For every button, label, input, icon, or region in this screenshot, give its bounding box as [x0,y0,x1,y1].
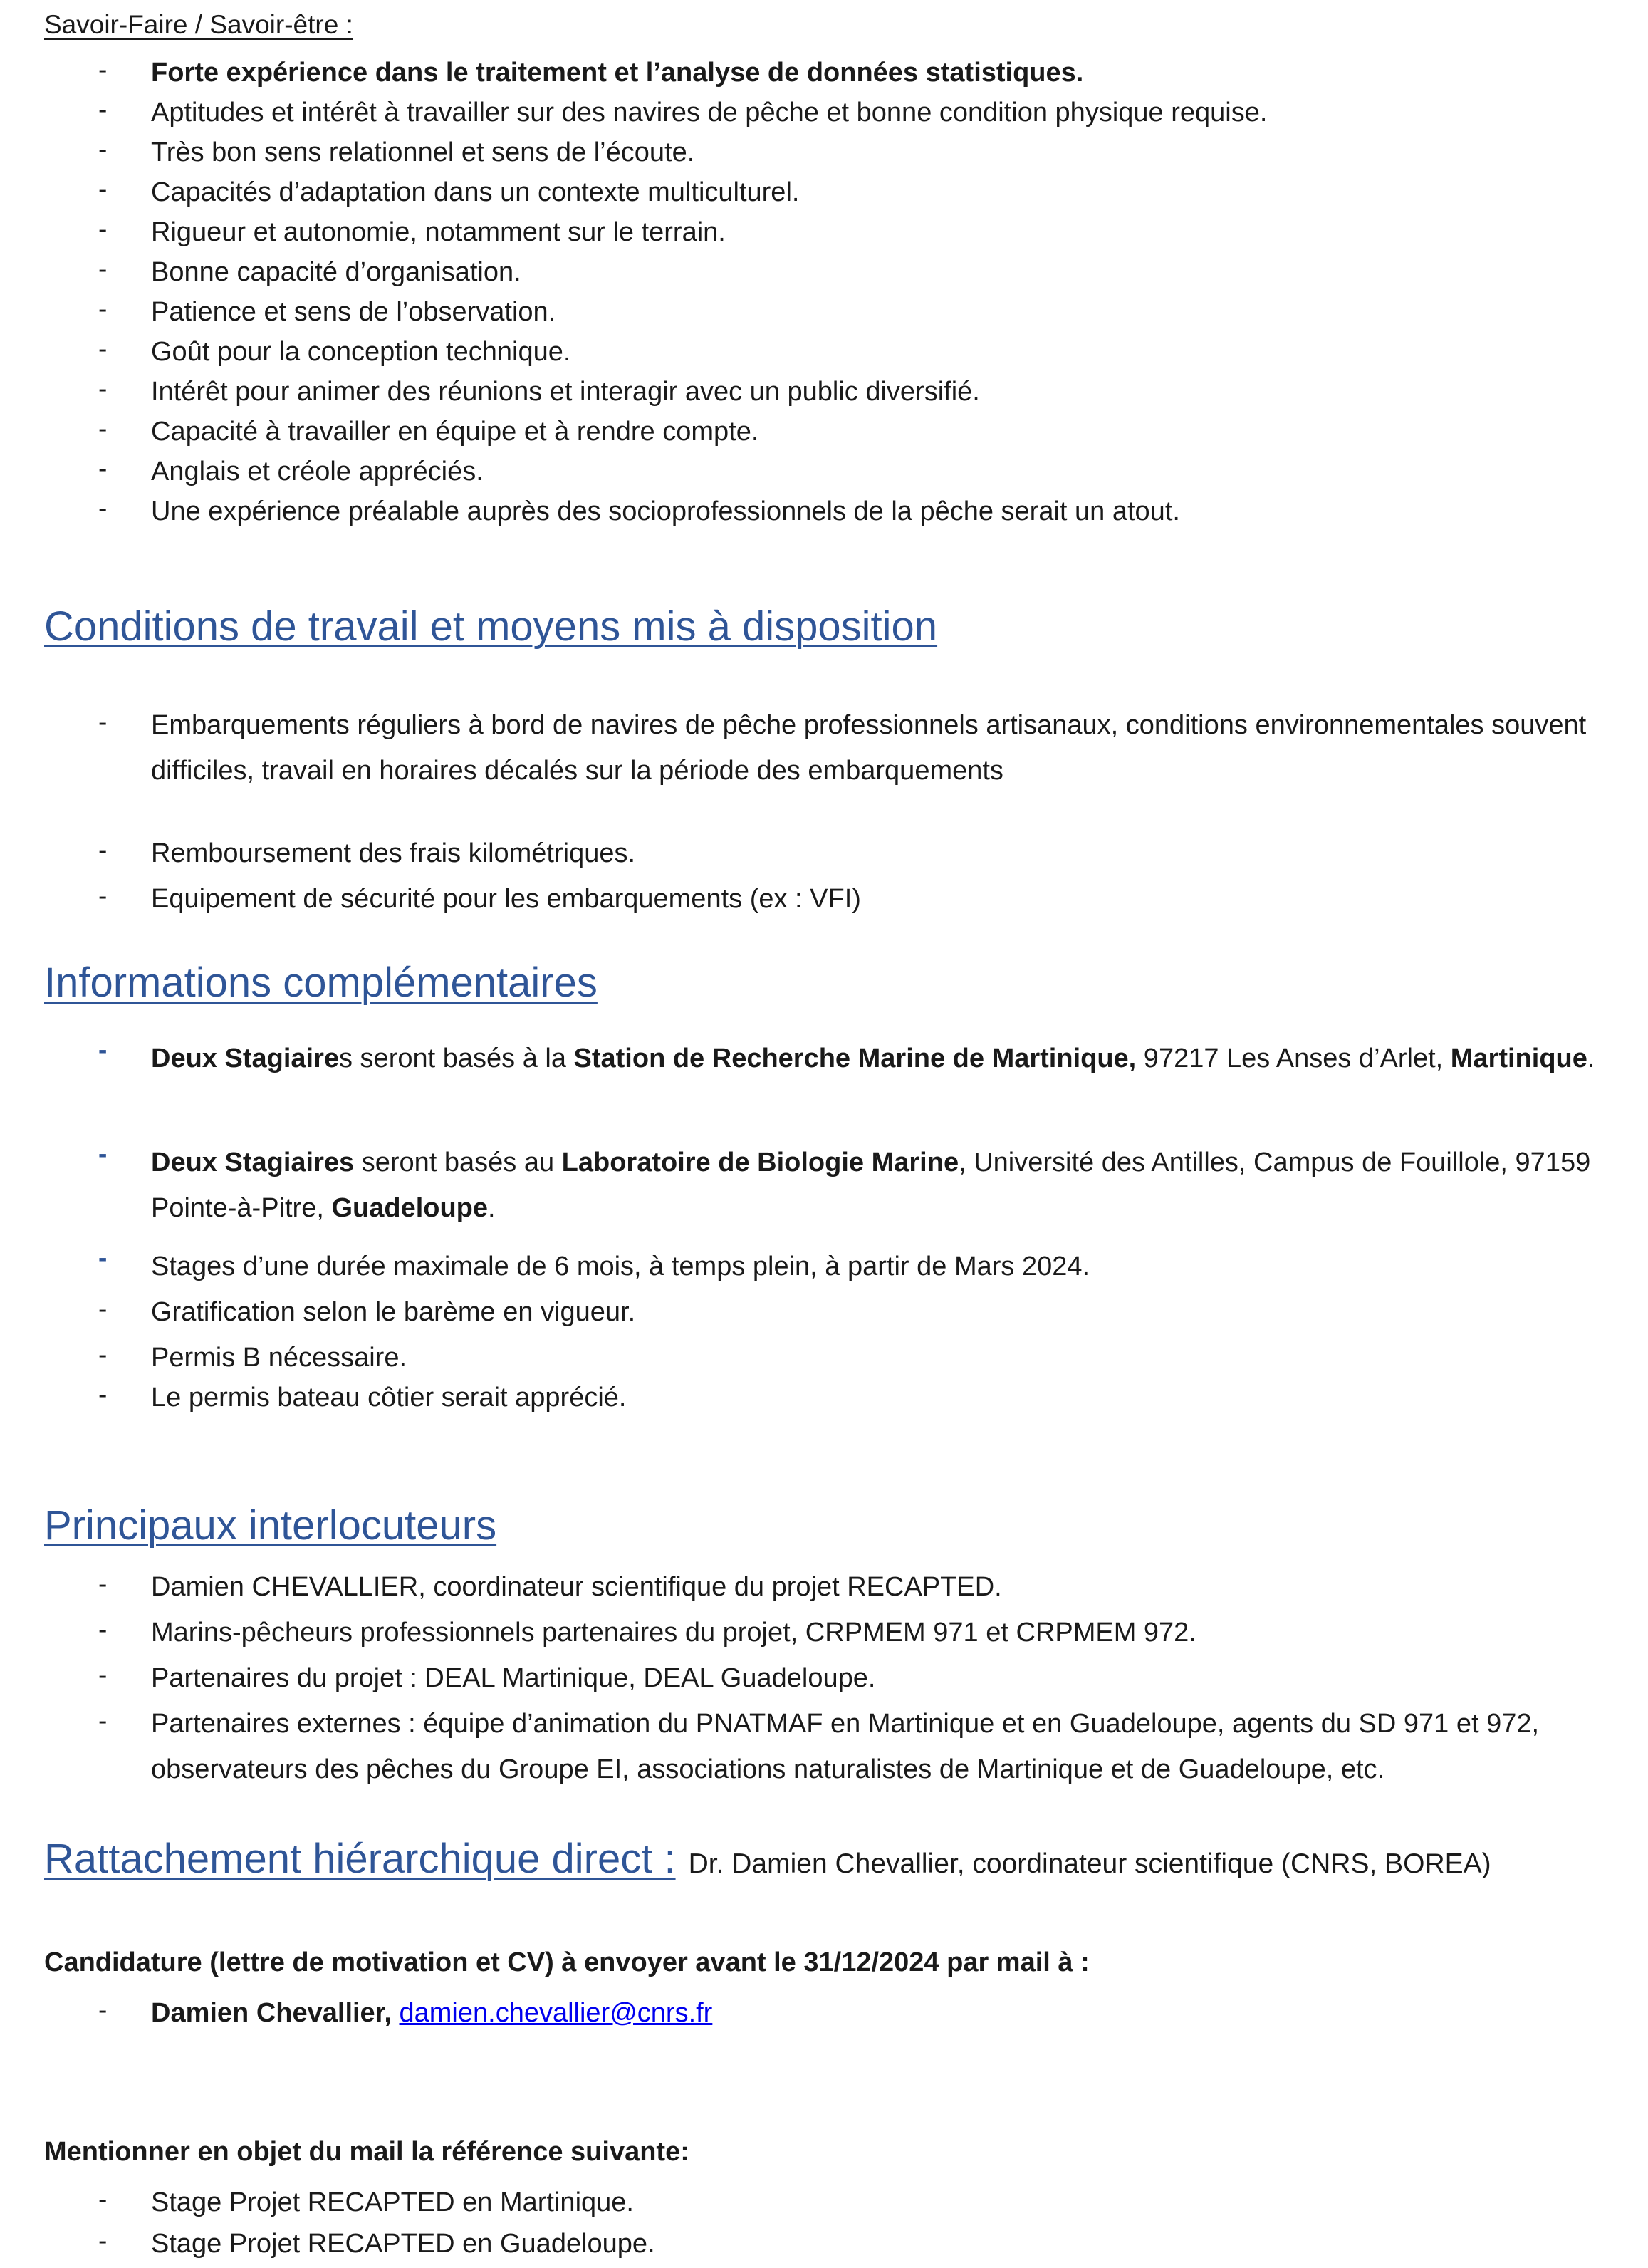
text-run: Marins-pêcheurs professionnels partenaires du projet, CRPMEM 971 et CRPMEM 972. [151,1618,1196,1648]
text-run: Embarquements réguliers à bord de navires de pêche professionnels artisanaux, conditions environnementales souvent difficiles, travail en horaires décalés sur la période des embarquements [151,710,1587,786]
list-item-text [151,90,1267,135]
bullet-dash: - [98,1294,108,1323]
bullet-dash: - [98,1035,108,1064]
bullet-dash: - [98,1380,108,1409]
text-run: Intérêt pour animer des réunions et interagir avec un public diversifié. [151,377,980,407]
bullet-dash: - [98,334,108,363]
bullet-dash: - [98,55,108,84]
text-run: Stages d’une durée maximale de 6 mois, à temps plein, à partir de Mars 2024. [151,1252,1090,1281]
bullet-dash: - [98,414,108,443]
bullet-dash: - [98,135,108,164]
list-item-text [151,130,694,175]
list-item-text [151,1335,407,1380]
list-item-text [151,1036,1604,1081]
text-run: Une expérience préalable auprès des socioprofessionnels de la pêche serait un atout. [151,496,1180,526]
text-run: Damien CHEVALLIER, coordinateur scientifique du projet RECAPTED. [151,1572,1002,1602]
text-run: Capacités d’adaptation dans un contexte multiculturel. [151,177,800,207]
candidature-label: Candidature (lettre de motivation et CV) à envoyer avant le 31/12/2024 par mail à : [44,1947,1090,1977]
list-item-text [151,50,1083,95]
text-run: Goût pour la conception technique. [151,337,571,367]
list-item-text [151,876,861,922]
list-item-text [151,1289,635,1335]
bullet-dash: - [98,1706,108,1735]
list-item-text [151,1655,875,1701]
list-item-text [151,2180,634,2225]
bullet-dash: - [98,1569,108,1598]
text-run: Capacité à travailler en équipe et à rendre compte. [151,417,759,447]
bold-text-run: Laboratoire de Biologie Marine [561,1148,959,1177]
bullet-dash: - [98,294,108,323]
list-item-text [151,1375,626,1420]
list-item-text [151,170,799,215]
rattachement-row [44,1835,1491,1883]
bullet-dash: - [98,454,108,483]
list-item-text [151,1990,712,2036]
bullet-dash: - [98,175,108,204]
bullet-dash: - [98,1243,108,1272]
bold-text-run: Martinique [1450,1044,1587,1073]
text-run: Partenaires du projet : DEAL Martinique, DEAL Guadeloupe. [151,1663,876,1693]
objet-label: Mentionner en objet du mail la référence suivante: [44,2137,689,2167]
bullet-dash: - [98,1615,108,1644]
text-run: . [1587,1044,1595,1073]
rattachement-value: Dr. Damien Chevallier, coordinateur scientifique (CNRS, BOREA) [688,1848,1491,1879]
heading-rattachement: Rattachement hiérarchique direct : [44,1836,676,1882]
bullet-dash: - [98,95,108,124]
list-item-text [151,289,556,335]
list-item-text [151,1140,1604,1231]
text-run: seront basés au [354,1148,562,1177]
bullet-dash: - [98,707,108,737]
bold-text-run: Forte expérience dans le traitement et l’analyse de données statistiques. [151,58,1084,88]
bullet-dash: - [98,881,108,910]
text-run: Aptitudes et intérêt à travailler sur des navires de pêche et bonne condition physique requise. [151,98,1268,128]
text-run: Permis B nécessaire. [151,1343,407,1373]
text-run: Equipement de sécurité pour les embarquements (ex : VFI) [151,884,861,914]
text-run: Patience et sens de l’observation. [151,297,556,327]
bullet-dash: - [98,2226,108,2255]
text-run: Le permis bateau côtier serait apprécié. [151,1383,627,1413]
bullet-dash: - [98,1660,108,1690]
list-item-text [151,449,484,494]
bullet-dash: - [98,254,108,284]
bullet-dash: - [98,494,108,523]
text-run: 97217 Les Anses d’Arlet, [1136,1044,1451,1073]
bold-text-run: Deux Stagiaires [151,1148,355,1177]
list-item-text [151,329,570,375]
list-item-text [151,1244,1090,1289]
bullet-dash: - [98,836,108,865]
list-item-text [151,831,635,876]
text-run: s seront basés à la [339,1044,574,1073]
text-run: Rigueur et autonomie, notamment sur le terrain. [151,217,726,247]
bold-text-run: Deux Stagiaire [151,1044,339,1073]
list-item-text [151,702,1604,794]
text-run: Gratification selon le barème en vigueur. [151,1297,636,1327]
savoir-label: Savoir-Faire / Savoir-être : [44,10,353,39]
text-run: Bonne capacité d’organisation. [151,257,521,287]
email-link[interactable]: damien.chevallier@cnrs.fr [399,1998,713,2028]
contact-name: Damien Chevallier, [151,1998,392,2028]
text-run: Très bon sens relationnel et sens de l’écoute. [151,137,695,167]
list-item-text [151,209,726,255]
text-run: , Université des Antilles, Campus de Fouillole, 97159 Pointe-à-Pitre, [151,1148,1591,1223]
bullet-dash: - [98,1340,108,1369]
list-item-text [151,409,758,454]
heading-interlocuteurs: Principaux interlocuteurs [44,1502,497,1549]
list-item-text [151,1564,1002,1610]
bullet-dash: - [98,2185,108,2214]
text-run: . [488,1193,496,1223]
list-item-text [151,2221,655,2267]
bullet-dash: - [98,1139,108,1168]
list-item-text [151,1701,1604,1792]
list-item-text [151,1610,1196,1655]
list-item-text [151,249,521,295]
list-item-text [151,369,980,415]
bullet-dash: - [98,374,108,403]
bullet-dash: - [98,214,108,244]
text-run: Remboursement des frais kilométriques. [151,838,636,868]
bold-text-run: Station de Recherche Marine de Martinique, [573,1044,1137,1073]
text-run: Stage Projet RECAPTED en Martinique. [151,2188,634,2217]
text-run: Stage Projet RECAPTED en Guadeloupe. [151,2229,655,2259]
heading-informations: Informations complémentaires [44,959,598,1006]
text-run: Anglais et créole appréciés. [151,457,484,487]
bold-text-run: Guadeloupe [331,1193,489,1223]
bullet-dash: - [98,1995,108,2024]
text-run: Partenaires externes : équipe d’animation du PNATMAF en Martinique et en Guadeloupe, agents du SD 971 et 972, observateurs des pêches du Groupe EI, associations naturalistes de Martinique et de Guadeloupe, etc. [151,1709,1540,1784]
list-item-text [151,489,1180,534]
heading-conditions: Conditions de travail et moyens mis à disposition [44,603,938,650]
